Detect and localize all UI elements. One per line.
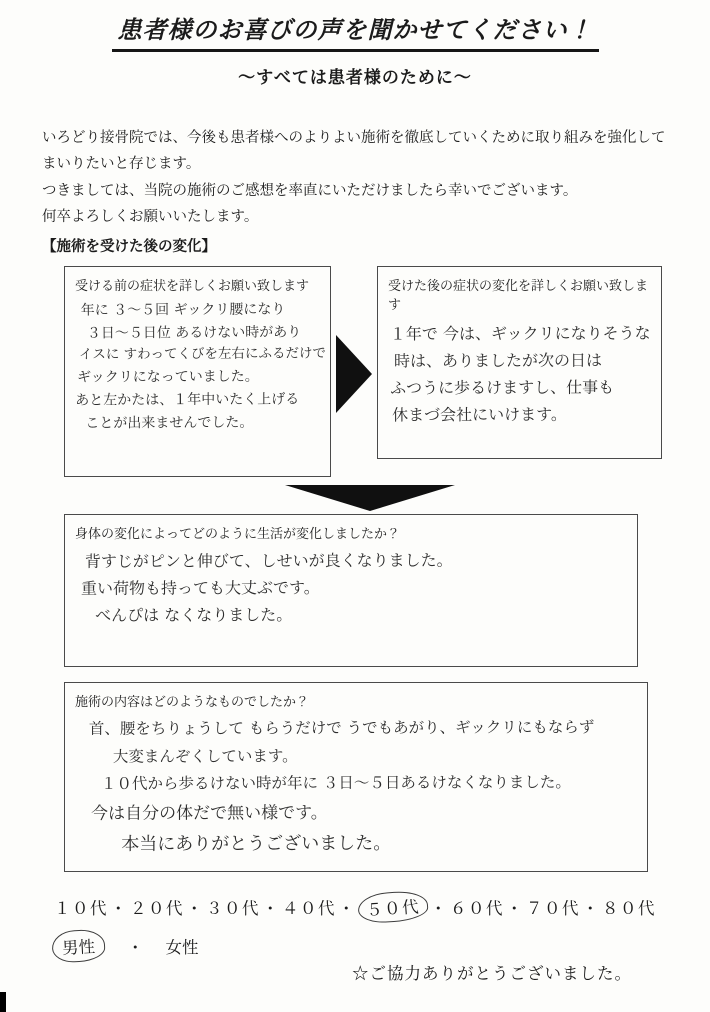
- age-option-50s: ５０代: [365, 897, 421, 920]
- handwritten-line: １年で 今は、ギックリになりそうな: [389, 323, 651, 344]
- box-life-change: [64, 514, 638, 667]
- handwritten-line: 今は自分の体だで無い様です。: [91, 802, 328, 824]
- handwritten-line: 年に ３～５回 ギックリ腰になり: [80, 301, 286, 319]
- intro-paragraph: [42, 125, 682, 231]
- gender-option-female: 女性: [165, 938, 199, 957]
- box-symptoms-after-header: 受けた後の症状の変化を詳しくお願い致します: [388, 278, 649, 312]
- option-separator: ・: [110, 899, 128, 918]
- handwritten-line: ギックリになっていました。: [77, 368, 259, 386]
- intro-line: いろどり接骨院では、今後も患者様へのよりよい施術を徹底していくために取り組みを強化して: [42, 130, 666, 146]
- option-separator: ・: [127, 938, 144, 957]
- handwritten-line: 大変まんぞくしています。: [112, 746, 298, 766]
- handwritten-line: 時は、ありましたが次の日は: [393, 350, 603, 371]
- age-option-70s: ７０代: [526, 899, 580, 918]
- intro-line: 何卒よろしくお願いいたします。: [42, 209, 259, 226]
- box-symptoms-after-handwriting: [378, 315, 661, 429]
- age-option-20s: ２０代: [130, 899, 184, 918]
- box-symptoms-before: [64, 266, 331, 477]
- age-options-row: [0, 892, 710, 922]
- page-title: 患者様のお喜びの声を聞かせてください！: [112, 10, 599, 52]
- arrow-right-icon: [336, 335, 372, 413]
- option-separator: ・: [262, 899, 280, 918]
- handwritten-line: ふつうに歩るけますし、仕事も: [390, 377, 615, 398]
- handwritten-line: 背すじがピンと伸びて、しせいが良くなりました。: [84, 550, 453, 571]
- handwritten-line: ことが出来ませんでした。: [85, 414, 254, 432]
- option-separator: ・: [582, 899, 600, 918]
- age-option-60s: ６０代: [450, 899, 504, 918]
- box-treatment-content: [64, 682, 648, 872]
- box-symptoms-before-header: 受ける前の症状を詳しくお願い致します: [75, 278, 310, 293]
- age-selected-circle: [357, 890, 429, 925]
- gender-options-row: [52, 930, 199, 962]
- page-subtitle: ～すべては患者様のために～: [238, 68, 472, 88]
- page-header: [0, 10, 710, 52]
- handwritten-line: 首、腰をちりょうして もらうだけで うでもあがり、ギックリにもならず: [88, 718, 595, 738]
- handwritten-line: イスに すわってくびを左右にふるだけで: [78, 345, 327, 363]
- section-label-change-after-treatment: 【施術を受けた後の変化】: [42, 239, 216, 255]
- age-option-10s: １０代: [54, 899, 108, 918]
- handwritten-line: 重い荷物も持っても大丈ぶです。: [80, 578, 320, 599]
- age-option-30s: ３０代: [206, 899, 260, 918]
- option-separator: ・: [430, 899, 448, 918]
- box-treatment-content-handwriting: [65, 711, 648, 861]
- intro-line: まいりたいと存じます。: [42, 156, 201, 173]
- age-option-40s: ４０代: [282, 899, 336, 918]
- age-option-80s: ８０代: [602, 899, 656, 918]
- gender-option-male: 男性: [61, 937, 96, 958]
- box-treatment-content-header: 施術の内容はどのようなものでしたか？: [75, 694, 310, 709]
- handwritten-line: あと左かたは、１年中いたく上げる: [75, 391, 300, 409]
- box-life-change-header: 身体の変化によってどのように生活が変化しましたか？: [75, 526, 401, 541]
- arrow-down-icon: [285, 485, 455, 511]
- intro-line: つきましては、当院の施術のご感想を率直にいただけましたら幸いでございます。: [42, 182, 578, 199]
- handwritten-line: べんぴは なくなりました。: [95, 605, 293, 626]
- gender-selected-circle: [51, 929, 106, 964]
- handwritten-line: １０代から歩るけない時が年に ３日～５日あるけなくなりました。: [100, 773, 571, 794]
- option-separator: ・: [186, 899, 204, 918]
- option-separator: ・: [506, 899, 524, 918]
- option-separator: ・: [338, 899, 356, 918]
- box-life-change-handwriting: [65, 543, 637, 630]
- handwritten-line: ３日～５日位 あるけない時があり: [86, 324, 302, 342]
- thank-you-note: ☆ご協力ありがとうございました。: [352, 964, 632, 983]
- box-symptoms-after: [377, 266, 662, 459]
- box-symptoms-before-handwriting: [65, 295, 331, 435]
- handwritten-line: 休まづ会社にいけます。: [392, 404, 567, 425]
- handwritten-line: 本当にありがとうございました。: [121, 832, 392, 855]
- scan-artifact-mark: [0, 992, 6, 1012]
